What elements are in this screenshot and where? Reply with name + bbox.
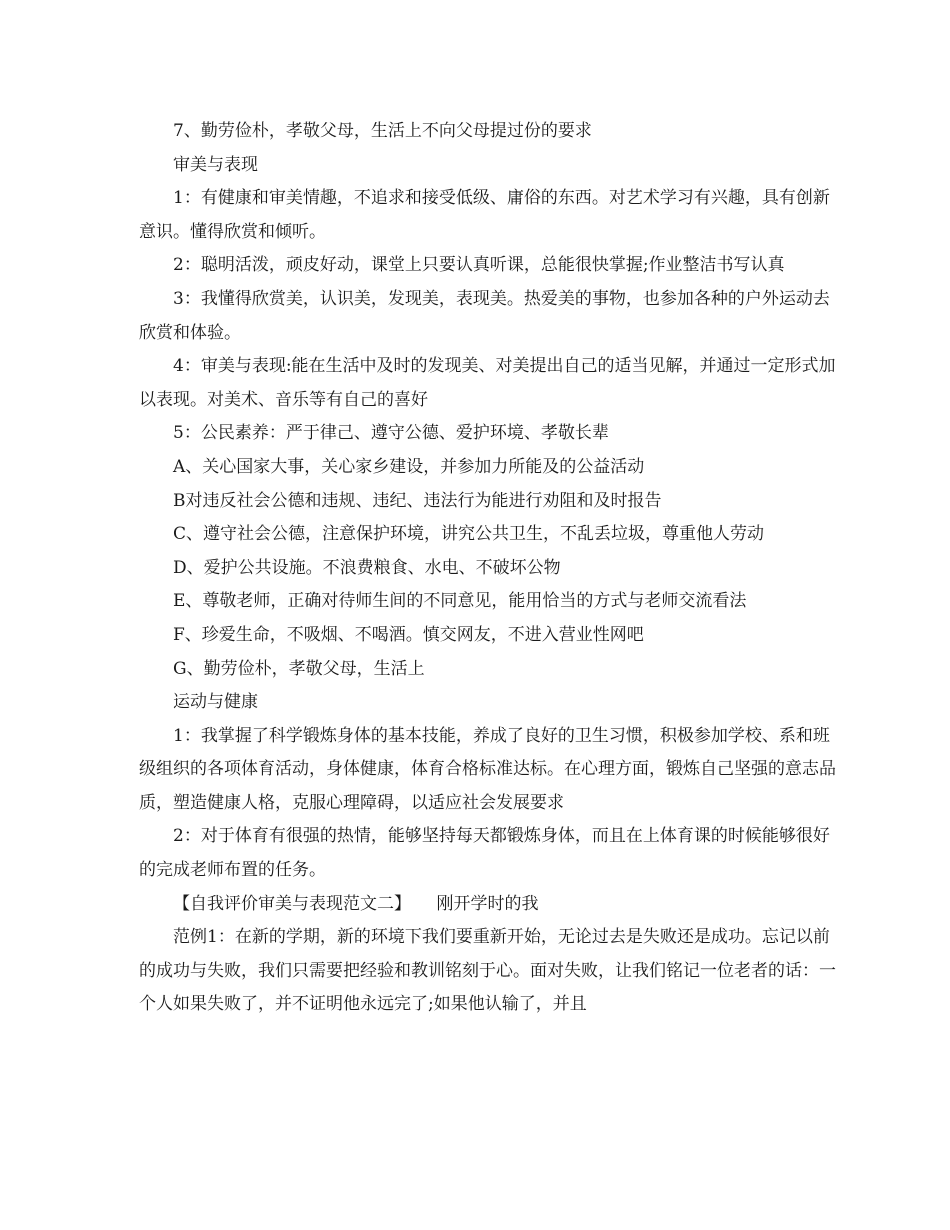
paragraph-2: 1：有健康和审美情趣，不追求和接受低级、庸俗的东西。对艺术学习有兴趣，具有创新意识。懂得欣赏和倾听。	[139, 188, 830, 242]
section-heading-aesthetics: 审美与表现	[173, 154, 258, 175]
paragraph-1: 7、勤劳俭朴，孝敬父母，生活上不向父母提过份的要求	[173, 121, 592, 141]
list-item-c: C、遵守社会公德，注意保护环境，讲究公共卫生，不乱丢垃圾，尊重他人劳动	[173, 524, 765, 545]
list-item-g: G、勤劳俭朴，孝敬父母，生活上	[173, 658, 425, 679]
paragraph-3: 2：聪明活泼，顽皮好动，课堂上只要认真听课，总能很快掌握;作业整洁书写认真	[173, 255, 785, 276]
paragraph-9: 范例1：在新的学期，新的环境下我们要重新开始，无论过去是失败还是成功。忘记以前的成功与失败，我们只需要把经验和教训铭刻于心。面对失败，让我们铭记一位老者的话：一个人如果失败了，并不证明他永远完了;如果他认输了，并且	[139, 927, 836, 1015]
list-item-f: F、珍爱生命，不吸烟、不喝酒。慎交网友，不进入营业性网吧	[173, 624, 644, 645]
list-item-e: E、尊敬老师，正确对待师生间的不同意见，能用恰当的方式与老师交流看法	[173, 591, 747, 612]
section-heading-sports: 运动与健康	[173, 692, 258, 713]
paragraph-4: 3：我懂得欣赏美，认识美，发现美，表现美。热爱美的事物，也参加各种的户外运动去欣赏和体验。	[139, 288, 830, 343]
paragraph-8: 2：对于体育有很强的热情，能够坚持每天都锻炼身体，而且在上体育课的时候能够很好的完成老师布置的任务。	[139, 826, 830, 881]
paragraph-6: 5：公民素养：严于律己、遵守公德、爱护环境、孝敬长辈	[173, 423, 609, 444]
list-item-d: D、爱护公共设施。不浪费粮食、水电、不破坏公物	[173, 557, 561, 578]
paragraph-7: 1：我掌握了科学锻炼身体的基本技能，养成了良好的卫生习惯，积极参加学校、系和班级组织的各项体育活动，身体健康，体育合格标准达标。在心理方面，锻炼自己坚强的意志品质，塑造健康人格，克服心理障碍，以适应社会发展要求	[139, 725, 836, 813]
section-heading-sample-two: 【自我评价审美与表现范文二】 刚开学时的我	[173, 893, 539, 914]
list-item-a: A、关心国家大事，关心家乡建设，并参加力所能及的公益活动	[173, 456, 645, 477]
document-body	[139, 115, 839, 1022]
list-item-b: B对违反社会公德和违规、违纪、违法行为能进行劝阻和及时报告	[173, 490, 662, 511]
paragraph-5: 4：审美与表现:能在生活中及时的发现美、对美提出自己的适当见解，并通过一定形式加以表现。对美术、音乐等有自己的喜好	[139, 356, 836, 410]
